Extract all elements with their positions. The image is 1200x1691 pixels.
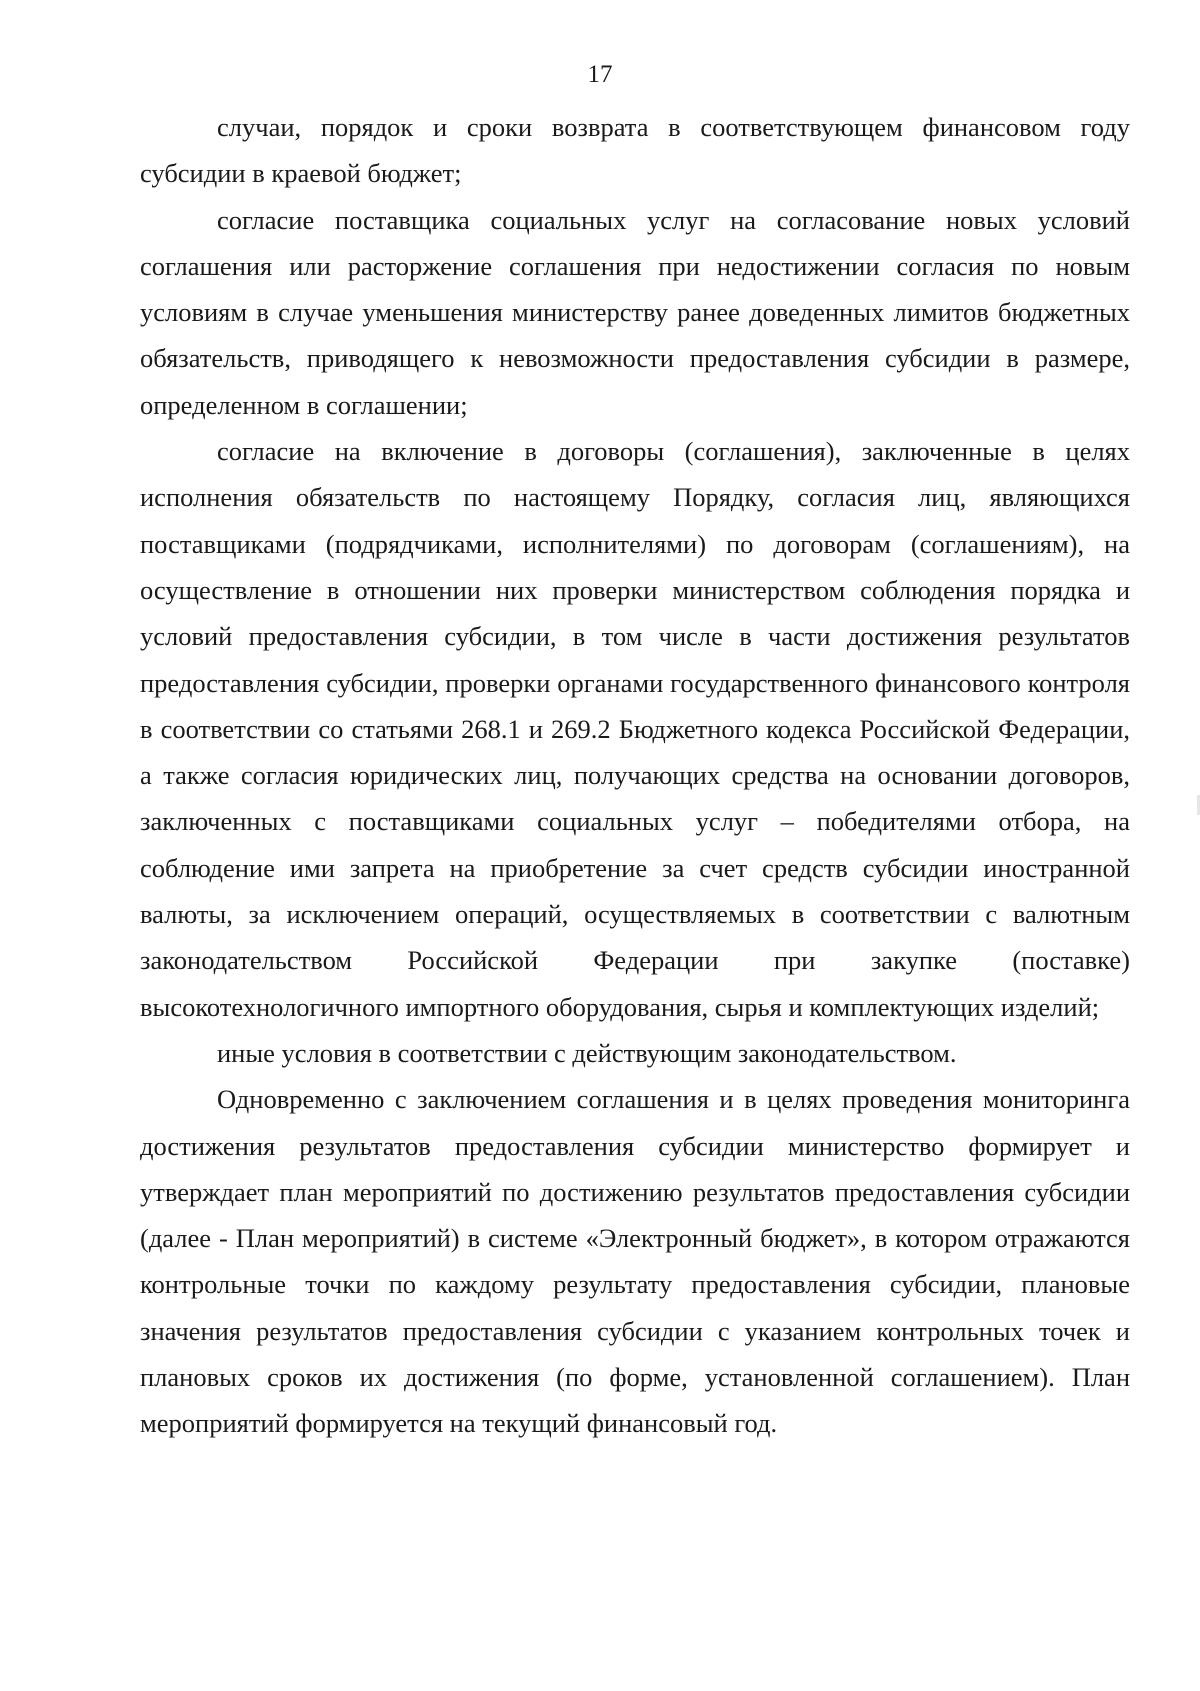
paragraph-action-plan: Одновременно с заключением соглашения и в целях проведения мониторинга достижения результатов предоставления субсидии министерство формирует и утверждает план мероприятий по достижению результатов предоставления субсидии (далее - План мероприятий) в системе «Электронный бюджет», в котором отражаются контрольные точки по каждому результату предоставления субсидии, плановые значения результатов предоставления субсидии с указанием контрольных точек и плановых сроков их достижения (по форме, установленной соглашением). План мероприятий формируется на текущий финансовый год. [140, 1084, 1130, 1439]
paragraph-other-conditions: иные условия в соответствии с действующим законодательством. [217, 1037, 957, 1068]
document-body [140, 104, 1130, 1447]
paragraph-supplier-consent: согласие поставщика социальных услуг на согласование новых условий соглашения или расторжение соглашения при недостижении согласия по новым условиям в случае уменьшения министерству ранее доведенных лимитов бюджетных обязательств, приводящего к невозможности предоставления субсидии в размере, определенном в соглашении; [140, 204, 1130, 420]
page-number: 17 [587, 61, 613, 88]
paragraph-refund-terms: случаи, порядок и сроки возврата в соответствующем финансовом году субсидии в краевой бюджет; [140, 112, 1130, 189]
paragraph-inspection-consent: согласие на включение в договоры (соглашения), заключенные в целях исполнения обязательств по настоящему Порядку, согласия лиц, являющихся поставщиками (подрядчиками, исполнителями) по договорам (соглашениям), на осуществление в отношении них проверки министерством соблюдения порядка и условий предоставления субсидии, в том числе в части достижения результатов предоставления субсидии, проверки органами государственного финансового контроля в соответствии со статьями 268.1 и 269.2 Бюджетного кодекса Российской Федерации, а также согласия юридических лиц, получающих средства на основании договоров, заключенных с поставщиками социальных услуг – победителями отбора, на соблюдение ими запрета на приобретение за счет средств субсидии иностранной валюты, за исключением операций, осуществляемых в соответствии с валютным законодательством Российской Федерации при закупке (поставке) высокотехнологичного импортного оборудования, сырья и комплектующих изделий; [140, 436, 1130, 1022]
